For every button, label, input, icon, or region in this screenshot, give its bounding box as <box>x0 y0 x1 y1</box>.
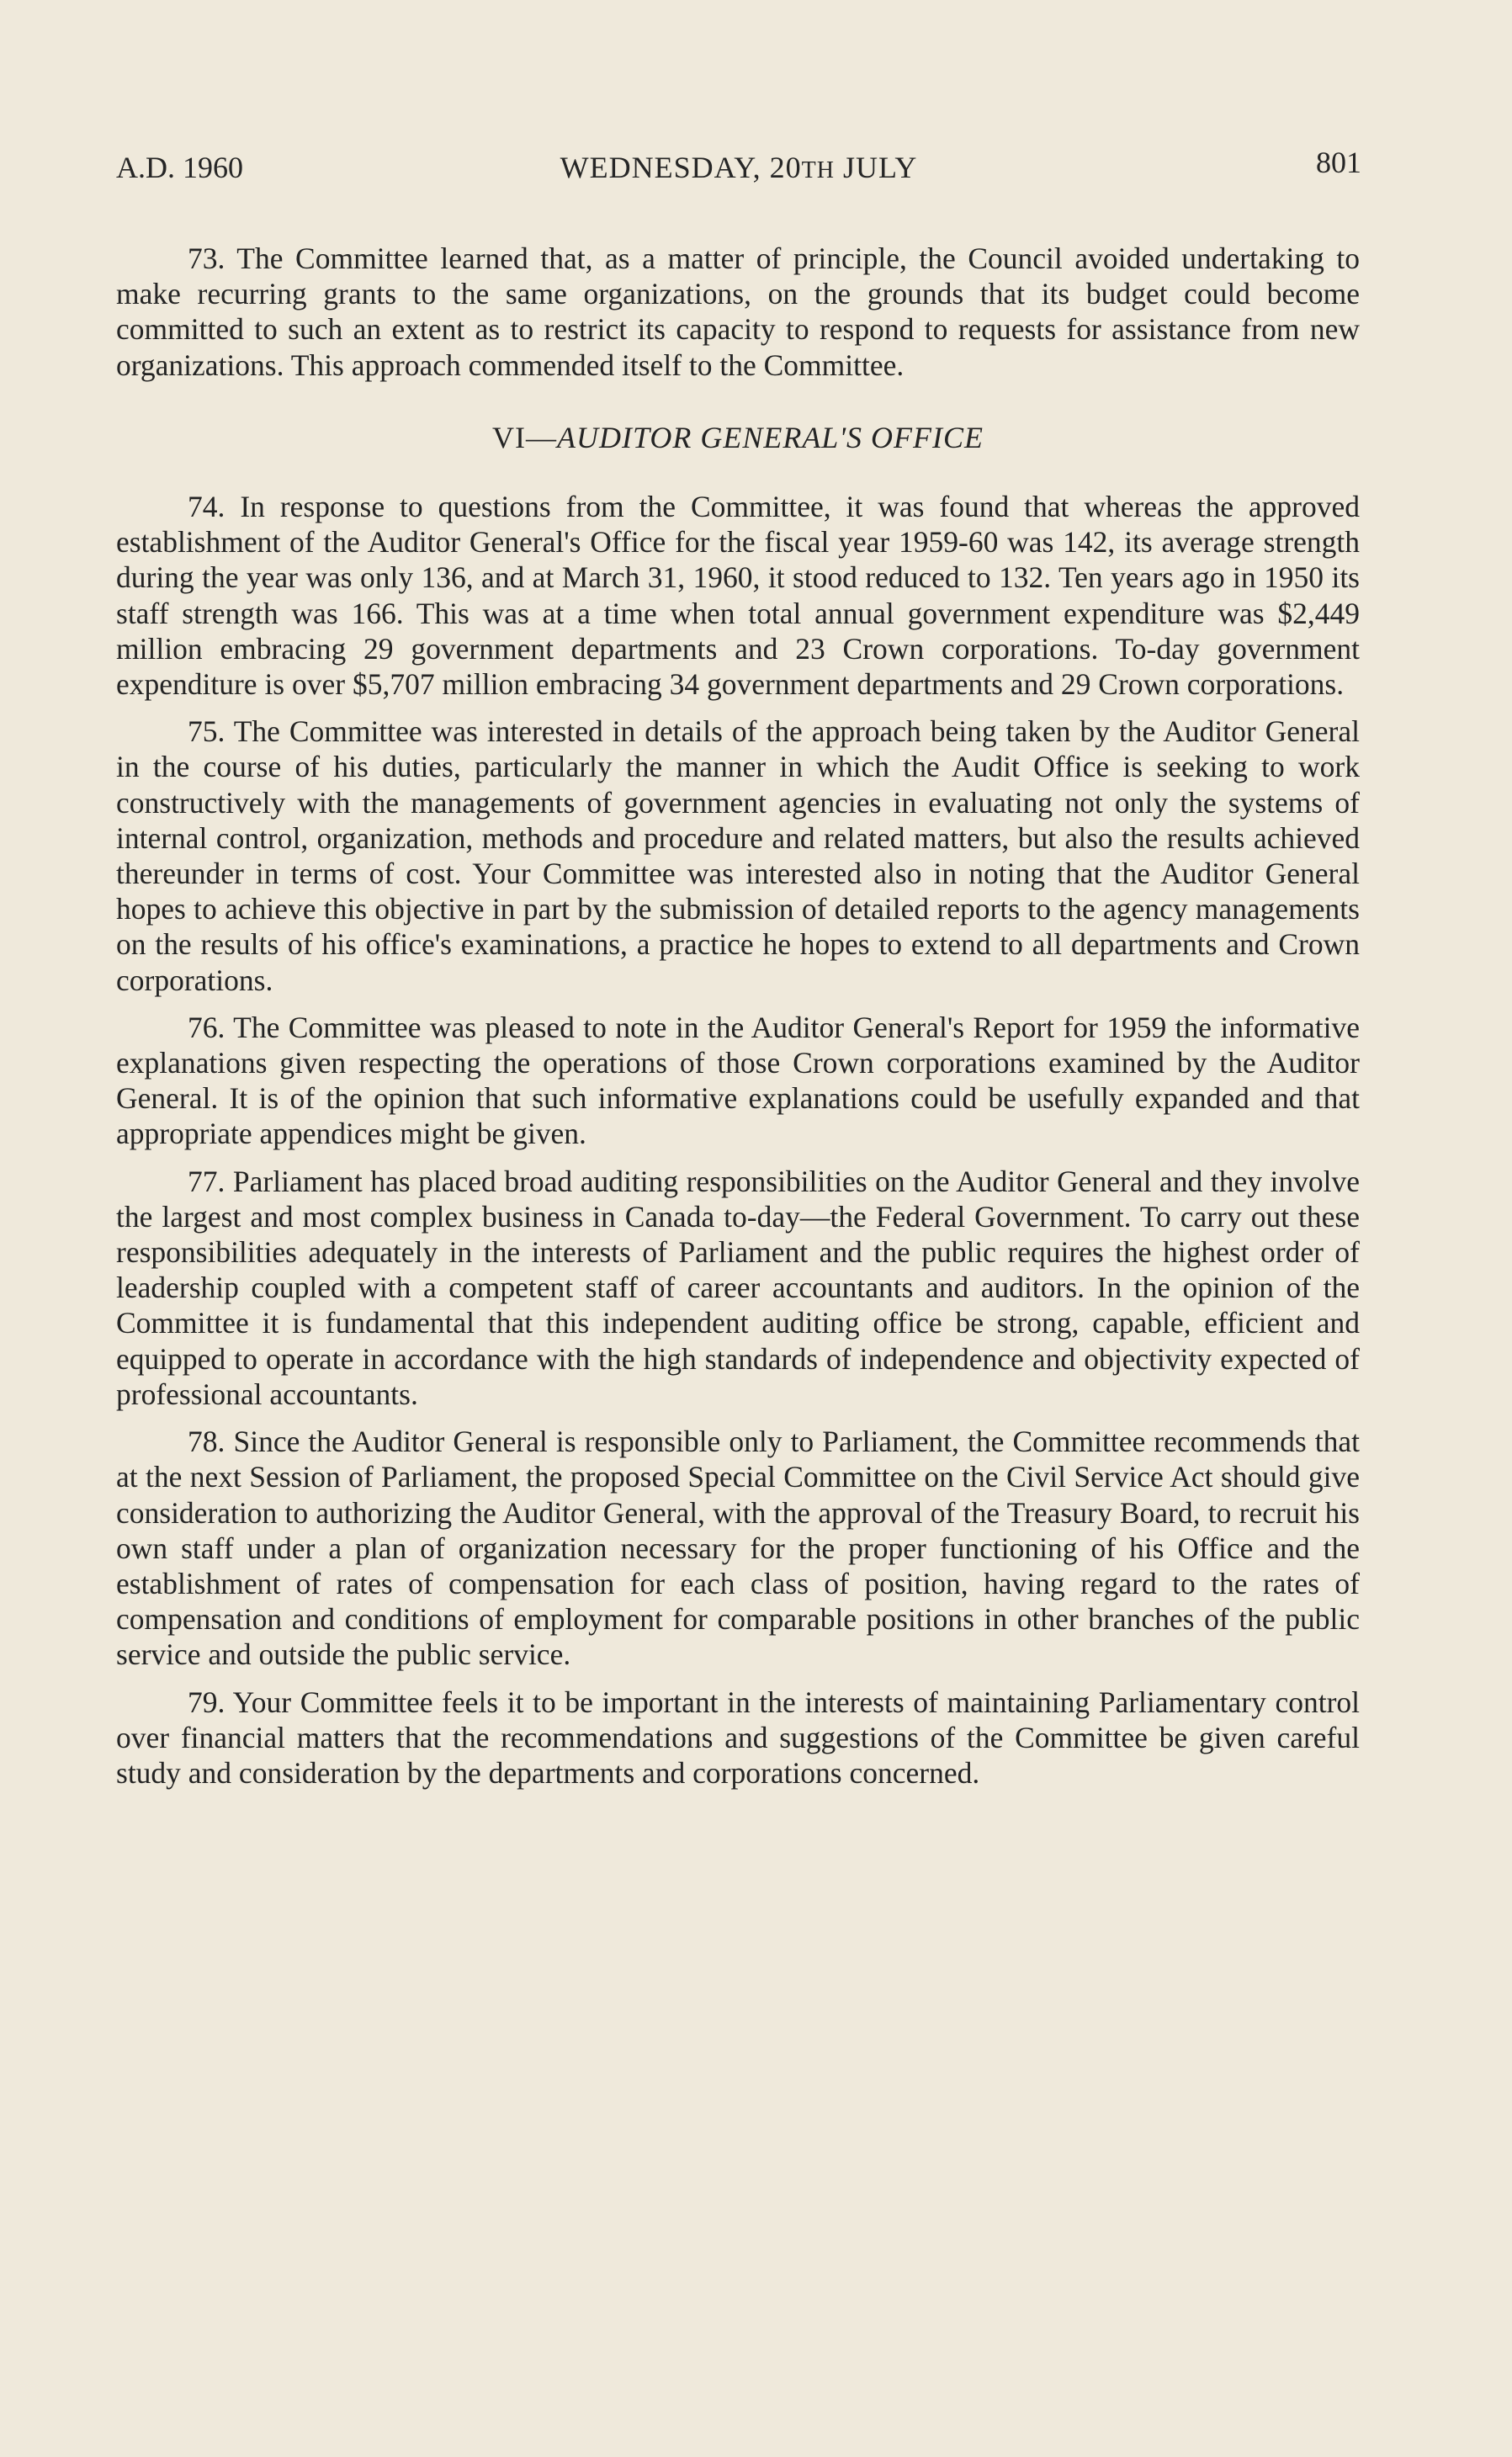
header-date-suffix: JULY <box>834 151 918 184</box>
header-date-prefix: WEDNESDAY, 20 <box>560 151 802 184</box>
header-date-ordinal: TH <box>801 157 835 183</box>
page-number: 801 <box>1316 146 1361 179</box>
header-date <box>116 150 1361 185</box>
paragraph-78: 78. Since the Auditor General is responsible only to Parliament, the Committee recommends that at the next Session of Parliament, the proposed Special Committee on the Civil Service Act should give consideration to authorizing the Auditor General, with the approval of the Treasury Board, to recruit his own staff under a plan of organization necessary for the proper functioning of his Office and the establishment of rates of compensation for each class of position, having regard to the rates of compensation and conditions of employment for comparable positions in other branches of the public service and outside the public service. <box>116 1425 1360 1672</box>
header-year: A.D. 1960 <box>116 151 243 184</box>
paragraph-79: 79. Your Committee feels it to be important in the interests of maintaining Parliamentary control over financial matters that the recommendations and suggestions of the Committee be given careful study and consideration by the departments and corporations concerned. <box>116 1685 1360 1790</box>
paragraph-75: 75. The Committee was interested in details of the approach being taken by the Auditor General in the course of his duties, particularly the manner in which the Audit Office is seeking to work constructively with the managements of government agencies in evaluating not only the systems of internal control, organization, methods and procedure and related matters, but also the results achieved thereunder in terms of cost. Your Committee was interested also in noting that the Auditor General hopes to achieve this objective in part by the submission of detailed reports to the agency managements on the results of his office's examinations, a practice he hopes to extend to all departments and Crown corporations. <box>116 714 1360 997</box>
paragraph-74: 74. In response to questions from the Committee, it was found that whereas the approved establishment of the Auditor General's Office for the fiscal year 1959-60 was 142, its average strength during the year was only 136, and at March 31, 1960, it stood reduced to 132. Ten years ago in 1950 its staff strength was 166. This was at a time when total annual government expenditure was $2,449 million embracing 29 government departments and 23 Crown corporations. To-day government expenditure is over $5,707 million embracing 34 government departments and 29 Crown corporations. <box>116 490 1360 702</box>
paragraph-73: 73. The Committee learned that, as a matter of principle, the Council avoided undertaking to make recurring grants to the same organizations, on the grounds that its budget could become committed to such an extent as to restrict its capacity to respond to requests for assistance from new organizations. This approach commended itself to the Committee. <box>116 241 1360 382</box>
body-text <box>116 241 1360 1802</box>
page-header <box>116 146 1361 200</box>
paragraph-77: 77. Parliament has placed broad auditing responsibilities on the Auditor General and they involve the largest and most complex business in Canada to-day—the Federal Government. To carry out these responsibilities adequately in the interests of Parliament and the public requires the highest order of leadership coupled with a competent staff of career accountants and auditors. In the opinion of the Committee it is fundamental that this independent auditing office be strong, capable, efficient and equipped to operate in accordance with the high standards of independence and objectivity expected of professional accountants. <box>116 1164 1360 1411</box>
section-heading <box>116 420 1360 455</box>
section-title: AUDITOR GENERAL'S OFFICE <box>557 420 984 454</box>
section-number: VI— <box>492 420 557 454</box>
paragraph-76: 76. The Committee was pleased to note in the Auditor General's Report for 1959 the informative explanations given respecting the operations of those Crown corporations examined by the Auditor General. It is of the opinion that such informative explanations could be usefully expanded and that appropriate appendices might be given. <box>116 1010 1360 1151</box>
